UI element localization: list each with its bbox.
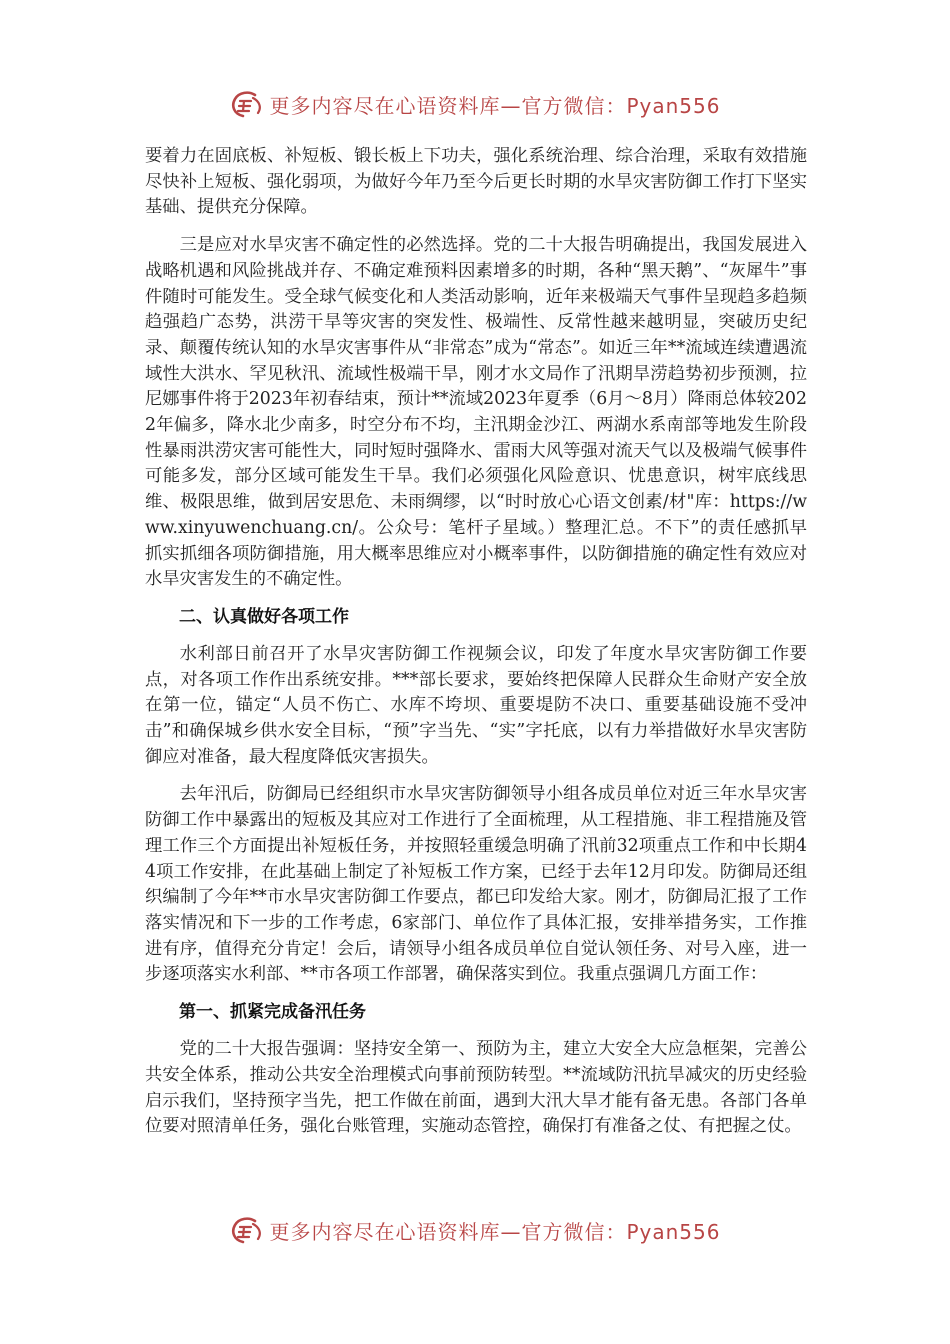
document-body — [145, 144, 807, 1140]
paragraph-5: 党的二十大报告强调：坚持安全第一、预防为主，建立大安全大应急框架，完善公共安全体系，推动公共安全治理模式向事前预防转型。**流域防汛抗旱减灾的历史经验启示我们，坚持预字当先，把工作做在前面，遇到大汛大旱才能有备无患。各部门各单位要对照清单任务，强化台账管理，实施动态管控，确保打有准备之仗、有把握之仗。 — [145, 1039, 807, 1137]
wang-seal-icon — [229, 1215, 265, 1245]
watermark-text: 更多内容尽在心语资料库—官方微信：Pyan556 — [269, 1219, 721, 1244]
paragraph-3: 水利部日前召开了水旱灾害防御工作视频会议，印发了年度水旱灾害防御工作要点，对各项工作作出系统安排。***部长要求，要始终把保障人民群众生命财产安全放在第一位，锚定“人员不伤亡、水库不垮坝、重要堤防不决口、重要基础设施不受冲击”和确保城乡供水安全目标，“预”字当先、“实”字托底，以有力举措做好水旱灾害防御应对准备，最大程度降低灾害损失。 — [145, 643, 807, 767]
paragraph-1: 要着力在固底板、补短板、锻长板上下功夫，强化系统治理、综合治理，采取有效措施尽快补上短板、强化弱项，为做好今年乃至今后更长时期的水旱灾害防御工作打下坚实基础、提供充分保障。 — [145, 146, 807, 218]
header-watermark — [0, 84, 950, 124]
wang-seal-icon — [229, 89, 265, 119]
section-heading-2: 二、认真做好各项工作 — [179, 606, 349, 627]
footer-watermark — [0, 1210, 950, 1250]
paragraph-4: 去年汛后，防御局已经组织市水旱灾害防御领导小组各成员单位对近三年水旱灾害防御工作中暴露出的短板及其应对工作进行了全面梳理，从工程措施、非工程措施及管理工作三个方面提出补短板任务，并按照轻重缓急明确了汛前32项重点工作和中长期44项工作安排，在此基础上制定了补短板工作方案，已经于去年12月印发。防御局还组织编制了今年**市水旱灾害防御工作要点，都已印发给大家。刚才，防御局汇报了工作落实情况和下一步的工作考虑，6家部门、单位作了具体汇报，安排举措务实，工作推进有序，值得充分肯定！会后，请领导小组各成员单位自觉认领任务、对号入座，进一步逐项落实水利部、**市各项工作部署，确保落实到位。我重点强调几方面工作： — [145, 784, 807, 985]
paragraph-2: 三是应对水旱灾害不确定性的必然选择。党的二十大报告明确提出，我国发展进入战略机遇和风险挑战并存、不确定难预料因素增多的时期，各种“黑天鹅”、“灰犀牛”事件随时可能发生。受全球气候变化和人类活动影响，近年来极端天气事件呈现趋多趋频趋强趋广态势，洪涝干旱等灾害的突发性、极端性、反常性越来越明显，突破历史纪录、颠覆传统认知的水旱灾害事件从“非常态”成为“常态”。如近三年**流域连续遭遇流域性大洪水、罕见秋汛、流域性极端干旱，刚才水文局作了汛期旱涝趋势初步预测，拉尼娜事件将于2023年初春结束，预计**流域2023年夏季（6月～8月）降雨总体较2022年偏多，降水北少南多，时空分布不均，主汛期金沙江、两湖水系南部等地发生阶段性暴雨洪涝灾害可能性大，同时短时强降水、雷雨大风等强对流天气以及极端气候事件可能多发，部分区域可能发生干旱。我们必须强化风险意识、忧患意识，树牢底线思维、极限思维，做到居安思危、未雨绸缪，以“时时放心心语文创素/材"库：https://www.xinyuwenchuang.cn/。公众号：笔杆子星域。）整理汇总。不下”的责任感抓早抓实抓细各项防御措施，用大概率思维应对小概率事件，以防御措施的确定性有效应对水旱灾害发生的不确定性。 — [145, 235, 807, 590]
watermark-text: 更多内容尽在心语资料库—官方微信：Pyan556 — [269, 93, 721, 118]
subsection-heading-1: 第一、抓紧完成备汛任务 — [179, 1002, 366, 1023]
